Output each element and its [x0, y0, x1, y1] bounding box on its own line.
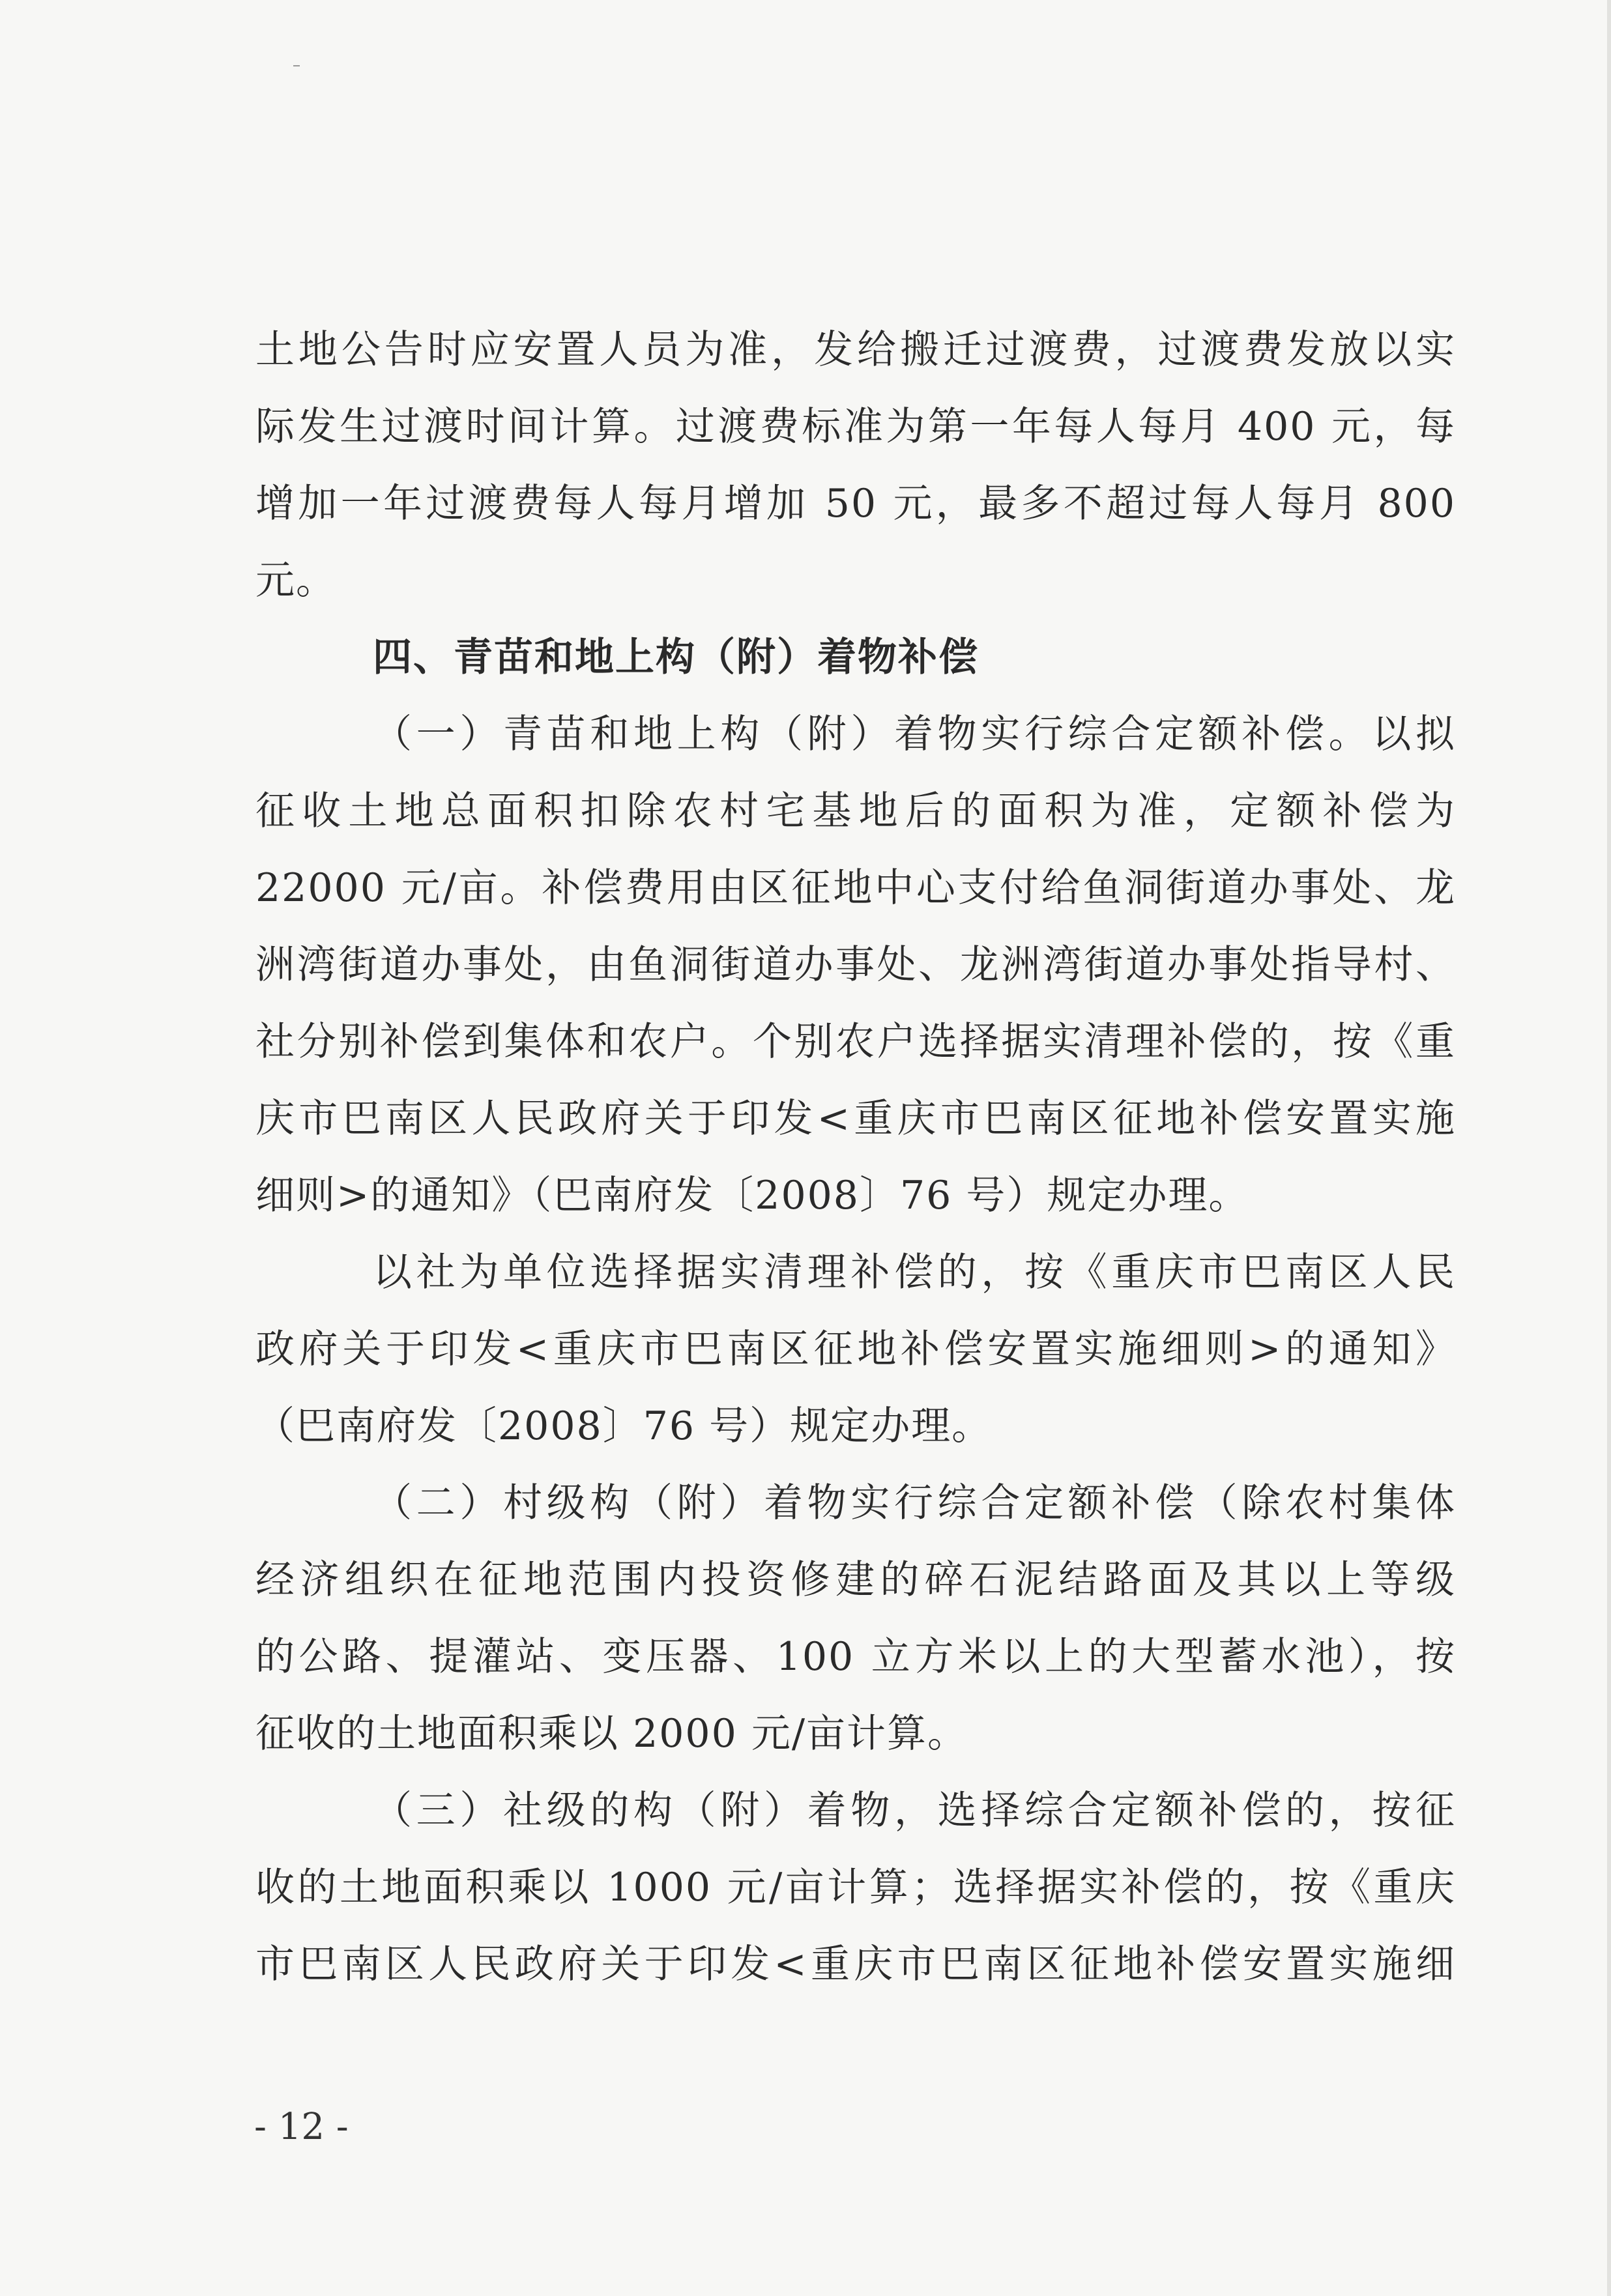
- body-line: 际发生过渡时间计算。过渡费标准为第一年每人每月 400 元，每: [255, 404, 1456, 450]
- body-line: （二）村级构（附）着物实行综合定额补偿（除农村集体: [373, 1480, 1456, 1526]
- scan-mark: [293, 65, 300, 66]
- body-line: 收的土地面积乘以 1000 元/亩计算；选择据实补偿的，按《重庆: [255, 1865, 1456, 1910]
- body-line: 庆市巴南区人民政府关于印发<重庆市巴南区征地补偿安置实施: [255, 1096, 1456, 1141]
- body-line: 细则>的通知》（巴南府发〔2008〕76 号）规定办理。: [255, 1173, 1249, 1218]
- section-heading: 四、青苗和地上构（附）着物补偿: [373, 635, 979, 680]
- body-line: 以社为单位选择据实清理补偿的，按《重庆市巴南区人民: [373, 1250, 1456, 1295]
- body-line: 社分别补偿到集体和农户。个别农户选择据实清理补偿的，按《重: [255, 1019, 1456, 1065]
- body-line: （三）社级的构（附）着物，选择综合定额补偿的，按征: [373, 1788, 1456, 1833]
- body-line: 土地公告时应安置人员为准，发给搬迁过渡费，过渡费发放以实: [255, 327, 1456, 373]
- scan-edge: [1607, 0, 1611, 2296]
- body-line: 征收的土地面积乘以 2000 元/亩计算。: [255, 1711, 968, 1757]
- body-line: （巴南府发〔2008〕76 号）规定办理。: [255, 1403, 993, 1449]
- body-line: 22000 元/亩。补偿费用由区征地中心支付给鱼洞街道办事处、龙: [255, 865, 1456, 911]
- body-line: 政府关于印发<重庆市巴南区征地补偿安置实施细则>的通知》: [255, 1327, 1456, 1372]
- body-line: 的公路、提灌站、变压器、100 立方米以上的大型蓄水池），按: [255, 1634, 1456, 1680]
- body-line: 增加一年过渡费每人每月增加 50 元，最多不超过每人每月 800: [255, 481, 1456, 526]
- body-line: 洲湾街道办事处，由鱼洞街道办事处、龙洲湾街道办事处指导村、: [255, 942, 1456, 988]
- body-line: 元。: [255, 558, 336, 603]
- body-line: 市巴南区人民政府关于印发<重庆市巴南区征地补偿安置实施细: [255, 1942, 1456, 1987]
- body-line: （一）青苗和地上构（附）着物实行综合定额补偿。以拟: [373, 711, 1456, 757]
- body-line: 经济组织在征地范围内投资修建的碎石泥结路面及其以上等级: [255, 1557, 1456, 1603]
- page-number: - 12 -: [254, 2106, 349, 2148]
- body-line: 征收土地总面积扣除农村宅基地后的面积为准，定额补偿为: [255, 788, 1456, 834]
